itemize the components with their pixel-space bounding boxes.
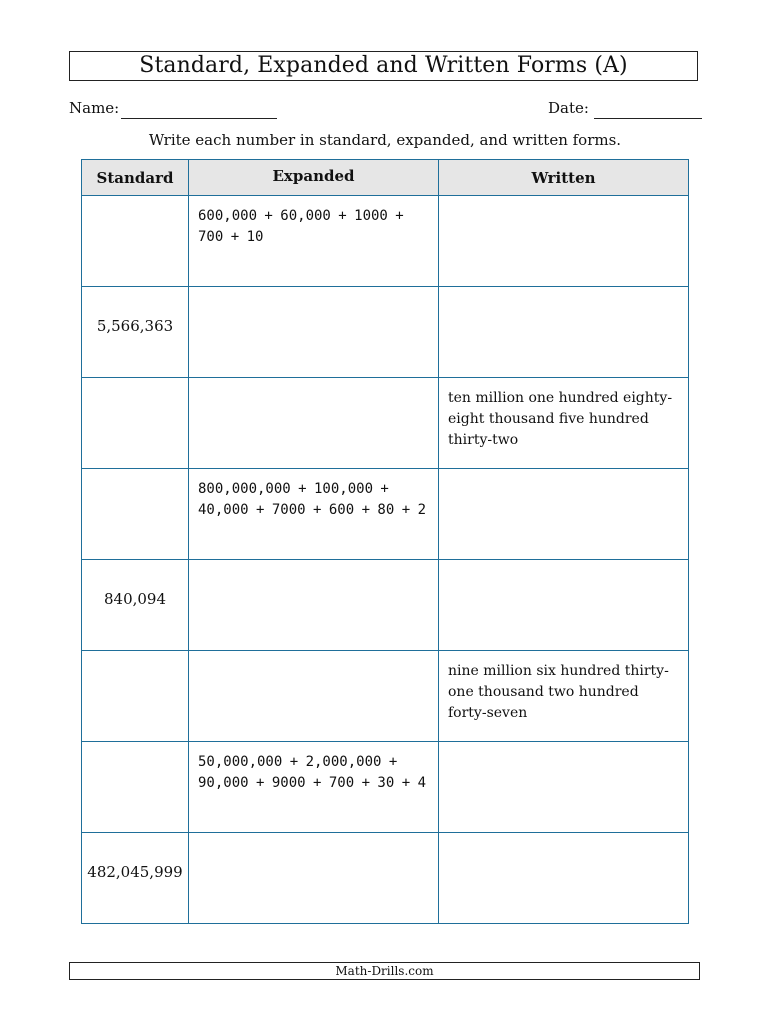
date-line[interactable] — [594, 118, 702, 119]
expanded-cell[interactable]: 600,000 + 60,000 + 1000 + 700 + 10 — [189, 196, 439, 287]
standard-cell[interactable] — [82, 651, 189, 742]
table-row — [82, 378, 689, 469]
expanded-cell[interactable] — [189, 651, 439, 742]
written-cell[interactable] — [439, 560, 689, 651]
written-cell[interactable]: ten million one hundred eighty-eight thousand five hundred thirty-two — [439, 378, 689, 469]
column-header-expanded: Expanded — [189, 160, 439, 196]
column-header-written: Written — [439, 160, 689, 196]
table-row — [82, 287, 689, 378]
forms-table — [81, 159, 689, 924]
worksheet-title: Standard, Expanded and Written Forms (A) — [69, 51, 698, 81]
expanded-cell[interactable]: 800,000,000 + 100,000 + 40,000 + 7000 + 600 + 80 + 2 — [189, 469, 439, 560]
name-line[interactable] — [121, 118, 277, 119]
table-row — [82, 196, 689, 287]
standard-cell[interactable]: 482,045,999 — [82, 833, 189, 924]
written-cell[interactable] — [439, 287, 689, 378]
written-cell[interactable] — [439, 469, 689, 560]
expanded-cell[interactable] — [189, 833, 439, 924]
written-cell[interactable] — [439, 742, 689, 833]
name-label: Name: — [69, 99, 120, 117]
expanded-cell[interactable] — [189, 378, 439, 469]
standard-cell[interactable] — [82, 196, 189, 287]
standard-cell[interactable]: 5,566,363 — [82, 287, 189, 378]
written-cell[interactable]: nine million six hundred thirty-one thousand two hundred forty-seven — [439, 651, 689, 742]
table-row — [82, 742, 689, 833]
date-label: Date: — [548, 99, 589, 117]
column-header-standard: Standard — [82, 160, 189, 196]
footer-credit: Math-Drills.com — [69, 962, 700, 980]
written-cell[interactable] — [439, 196, 689, 287]
expanded-cell[interactable] — [189, 287, 439, 378]
written-cell[interactable] — [439, 833, 689, 924]
table-row — [82, 833, 689, 924]
standard-cell[interactable]: 840,094 — [82, 560, 189, 651]
instructions: Write each number in standard, expanded, and written forms. — [148, 131, 622, 149]
expanded-cell[interactable]: 50,000,000 + 2,000,000 + 90,000 + 9000 + 700 + 30 + 4 — [189, 742, 439, 833]
table-row — [82, 560, 689, 651]
standard-cell[interactable] — [82, 469, 189, 560]
standard-cell[interactable] — [82, 378, 189, 469]
header-row — [82, 160, 689, 196]
table-row — [82, 469, 689, 560]
standard-cell[interactable] — [82, 742, 189, 833]
expanded-cell[interactable] — [189, 560, 439, 651]
table-row — [82, 651, 689, 742]
